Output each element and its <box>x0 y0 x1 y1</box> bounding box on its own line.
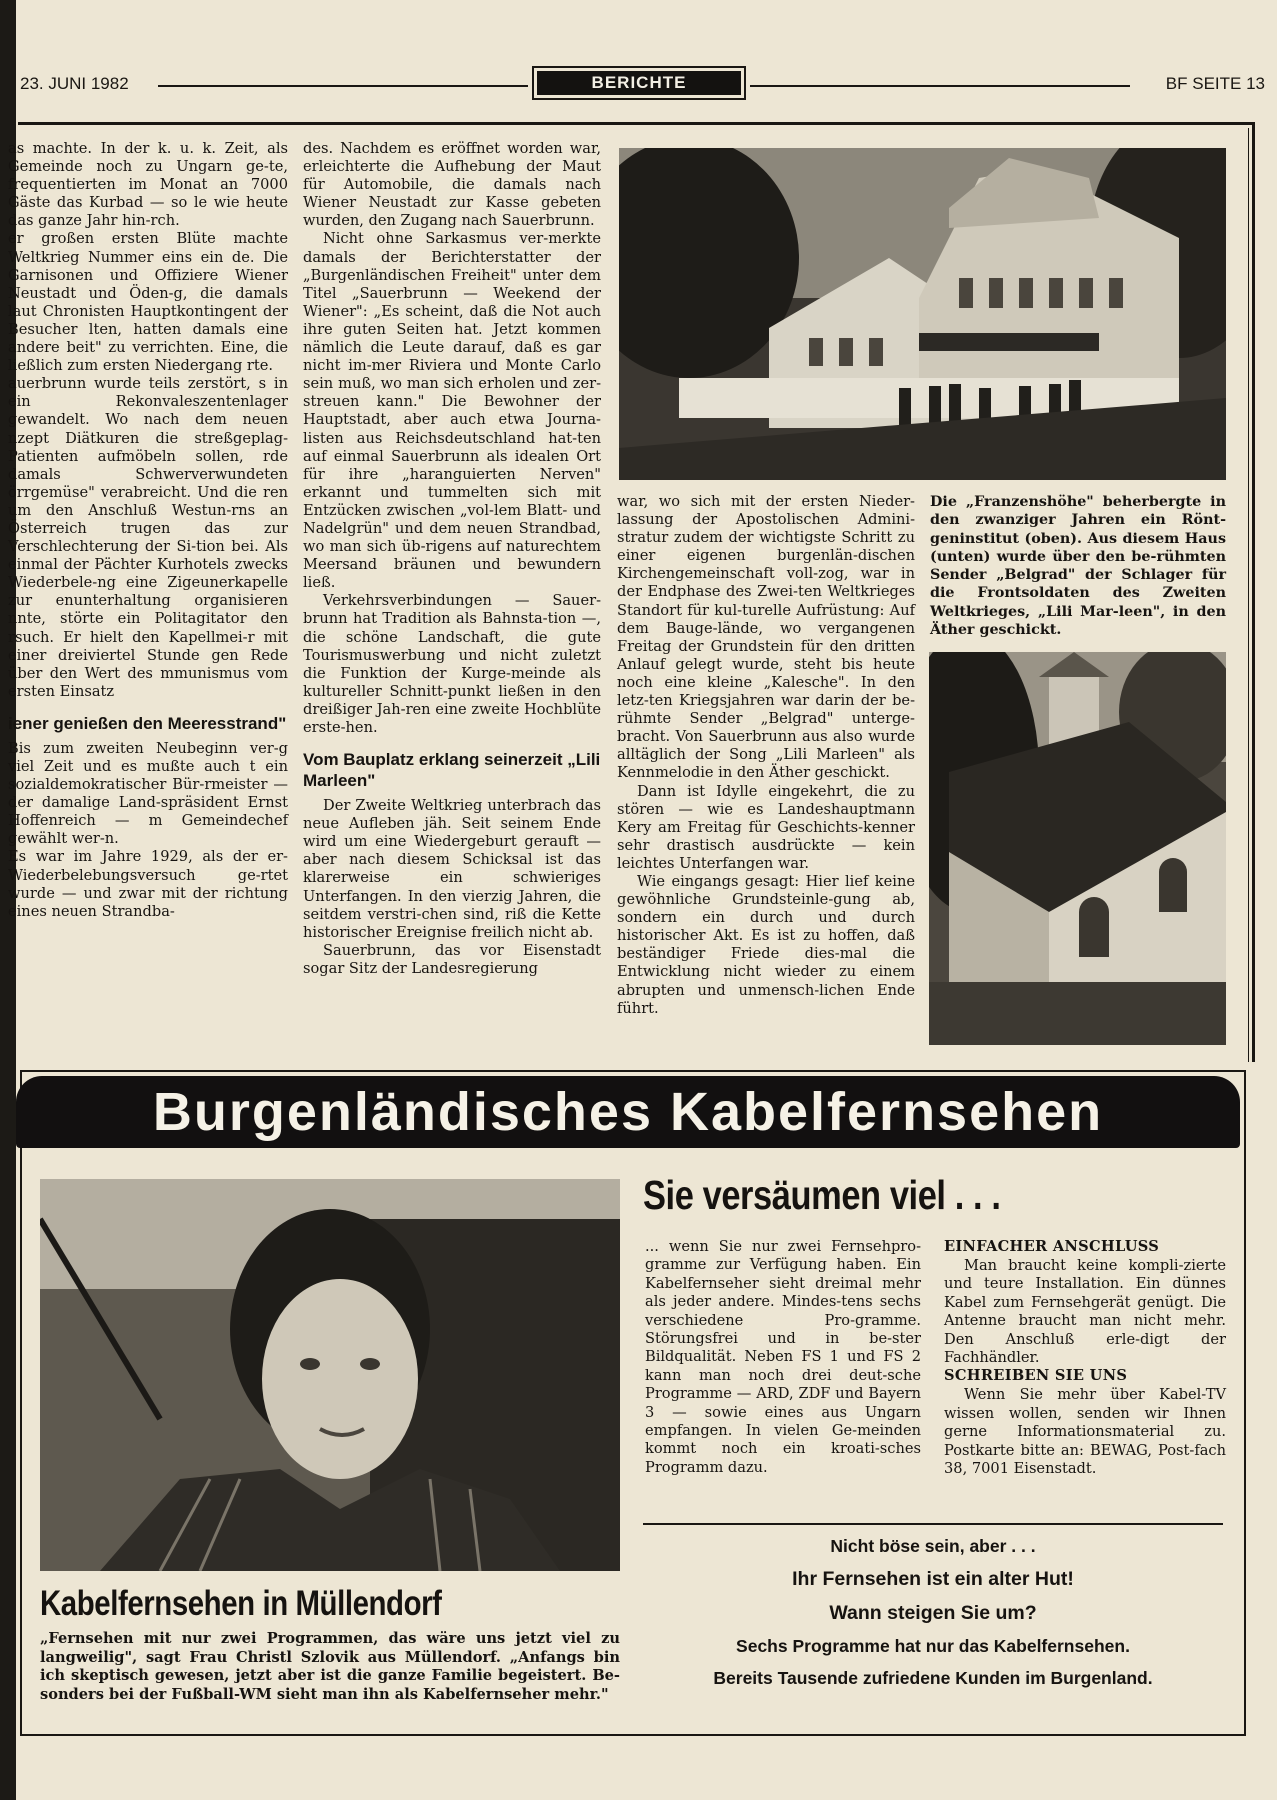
paragraph: Wie eingangs gesagt: Hier lief keine gewöhnliche Grundsteinle-gung ab, sondern ein durch und durch historischer Akt. Es ist zu hoffen, daß beständiger Friede dies-mal die Entwicklung nicht wieder zu einem abrupten und unmensch-lichen Ende führt. <box>617 872 915 1017</box>
article-column-2 <box>303 140 601 978</box>
photo-woman-portrait <box>40 1179 620 1571</box>
photo-franzenshoehe <box>619 148 1226 480</box>
slogan: Sechs Programme hat nur das Kabelfernsehen. <box>736 1636 1130 1656</box>
slogan: Bereits Tausende zufriedene Kunden im Burgenland. <box>713 1668 1153 1688</box>
photo-sender-house <box>929 652 1226 1045</box>
paragraph: Nicht ohne Sarkasmus ver-merkte damals der Berichterstatter der „Burgenländischen Freiheit" unter dem Titel „Sauerbrunn — Weekend der Wiener": „Es scheint, daß die Not auch ihre guten Seiten hat. Jetzt kommen nämlich die Leute darauf, daß es gar nicht im-mer Riviera und Monte Carlo sein muß, wo man sich erholen und zer-streuen kann." Die Bewohner der Hauptstadt, aber auch etwa Journa-listen aus Reichsdeutschland hat-ten auf einmal Sauerbrunn als idealen Ort für ihre „haranguierten Nerven" erkannt und tummelten sich mit Entzücken zwischen „vol-lem Blatt- und Nadelgrün" und dem neuen Strandbad, wo man sich üb-rigens auf naturechtem Meersand bräunen und bewundern ließ. <box>303 230 601 592</box>
page-number: BF SEITE 13 <box>1165 74 1265 93</box>
paragraph: Der Zweite Weltkrieg unterbrach das neue Aufleben jäh. Seit seinem Ende wird um eine Wiedergeburt gerauft — aber nach diesem Schicksal ist das klarerweise ein schwieriges Unterfangen. In den vierzig Jahren, die seitdem verstri-chen sind, riß die Kette historischer Ereignise freilich nicht ab. <box>303 797 601 941</box>
subheading: EINFACHER ANSCHLUSS <box>944 1238 1160 1255</box>
article-frame-top <box>18 122 1255 125</box>
paragraph: Verkehrsverbindungen — Sauer-brunn hat Tradition als Bahnsta-tion —, die schöne Landschaft, die gute Tourismuswerbung und nicht zuletzt die Funktion der Kurge-meinde als kultureller Schnitt-punkt ließen in den dreißiger Jah-ren eine zweite Hochblüte erste-hen. <box>303 592 601 736</box>
paragraph: ... wenn Sie nur zwei Fernsehpro-gramme zur Verfügung haben. Ein Kabelfernseher sieht dreimal mehr als jeder andere. Mindes-tens sechs verschiedene Pro-gramme. Störungsfrei und in be-ster Bildqualität. Neben FS 1 und FS 2 kann man noch drei deut-sche Programme — ARD, ZDF und Bayern 3 — sowie eines aus Ungarn empfangen. In vielen Ge-meinden kommt noch ein kroati-sches Programm dazu. <box>645 1238 921 1476</box>
slogan: Ihr Fernsehen ist ein alter Hut! <box>792 1568 1074 1590</box>
ad-headline: Sie versäumen viel . . . <box>643 1172 1001 1218</box>
paragraph: Dann ist Idylle eingekehrt, die zu stören — wie es Landeshauptmann Kery am Freitag für Geschichts-kenner sehr drastisch ausdrückte — kein leichtes Unterfangen war. <box>617 782 915 872</box>
ad-slogans <box>643 1536 1223 1700</box>
paragraph: as machte. In der k. u. k. Zeit, als Gemeinde noch zu Ungarn ge-te, frequentierten im Monat an 7000 Gäste das Kurbad — so le wie heute das ganze Jahr hin-rch. <box>8 140 288 230</box>
section-badge <box>532 66 746 100</box>
issue-date: 23. JUNI 1982 <box>20 74 129 93</box>
testimonial-quote: „Fernsehen mit nur zwei Programmen, das wäre uns jetzt viel zu langweilig", sagt Frau Christl Szlovik aus Müllendorf. „Anfangs bin ich skeptisch gewesen, jetzt aber ist die ganze Familie begeistert. Be-sonders bei der Fußball-WM sieht man ihn als Kabelfernseher mehr." <box>40 1630 620 1703</box>
paragraph: war, wo sich mit der ersten Nieder-lassung der Apostolischen Admini-stratur zudem der wichtigste Schritt zu einer eigenen burgenlän-dischen Kirchengemeinschaft voll-zog, war in der Endphase des Zwei-ten Weltkrieges Standort für kul-turelle Aufrüstung: Auf dem Bauge-lände, wo vergangenen Freitag der Grundstein für den dritten Anlauf gelegt wurde, steht bis heute noch eine kleine „Kalesche". In den letz-ten Kriegsjahren war darin der be-rühmte Sender „Belgrad" unterge-bracht. Von Sauerbrunn aus also wurde alltäglich der Song „Lili Marleen" als Kennmelodie in den Äther geschickt. <box>617 493 915 782</box>
subheading: Vom Bauplatz erklang seinerzeit „Lili Marleen" <box>303 750 601 791</box>
header-rule-left <box>158 85 528 87</box>
ad-text-column-2 <box>944 1238 1226 1478</box>
section-label: BERICHTE <box>537 71 741 95</box>
paragraph: Bis zum zweiten Neubeginn ver-g viel Zeit und es mußte auch t ein sozialdemokratischer Bür-rmeister — der damalige Land-spräsident Ernst Hoffenreich — m Gemeindechef gewählt wer-n. <box>8 739 288 848</box>
paragraph: Wenn Sie mehr über Kabel-TV wissen wollen, senden wir Ihnen gerne Informationsmaterial zu. Postkarte bitte an: BEWAG, Post-fach 38, 7001 Eisenstadt. <box>944 1386 1226 1478</box>
paragraph: Man braucht keine kompli-zierte und teure Installation. Ein dünnes Kabel zum Fernsehgerät genügt. Die Antenne braucht man nicht mehr. Den Anschluß erle-digt der Fachhändler. <box>944 1257 1226 1367</box>
paragraph: er großen ersten Blüte machte Weltkrieg Nummer eins ein de. Die Garnisonen und Offiziere Wiener Neustadt und Öden-g, die damals laut Chronisten Hauptkontingent der Besucher lten, hatten damals eine andere beit" zu verrichten. Eine, die ließlich zum ersten Niedergang rte. <box>8 230 288 375</box>
subheading: iener genießen den Meeresstrand" <box>8 713 287 733</box>
testimonial-headline: Kabelfernsehen in Müllendorf <box>40 1584 442 1623</box>
slogan: Wann steigen Sie um? <box>829 1602 1037 1624</box>
subheading: SCHREIBEN SIE UNS <box>944 1367 1128 1385</box>
ad-text-column-1 <box>645 1238 921 1477</box>
ad-banner-title: Burgenländisches Kabelfernsehen <box>152 1082 1104 1142</box>
slogan: Nicht böse sein, aber . . . <box>830 1536 1036 1556</box>
photo-caption: Die „Franzenshöhe" beherbergte in den zwanziger Jahren ein Rönt-geninstitut (oben). Aus diesem Haus (unten) wurde über den be-rühmten Sender „Belgrad" der Schlager für die Frontsoldaten des Zweiten Weltkrieges, „Lili Mar-leen", in den Äther geschickt. <box>930 494 1226 639</box>
ad-divider <box>643 1523 1223 1525</box>
paragraph: Sauerbrunn, das vor Eisenstadt sogar Sitz der Landesregierung <box>303 941 601 977</box>
article-column-3 <box>617 493 915 1018</box>
paragraph: Es war im Jahre 1929, als der er-Wiederbelebungsversuch ge-rtet wurde — und zwar mit der richtung eines neuen Strandba- <box>8 848 288 920</box>
header-rule-right <box>750 85 1130 87</box>
paragraph: auerbrunn wurde teils zerstört, s in ein Rekonvaleszentenlager gewandelt. Wo nach dem neuen nzept Diätkuren die streßgeplag-Patienten aufmöbeln sollen, rde damals Schwerverwundeten örrgemüse" verabreicht. Und die ren um den Anschluß Westun-rns an Österreich trugen das zur Verschlechterung der Si-tion bei. Als einmal der Pächter Kurhotels zwecks Wiederbele-ng eine Zigeunerkapelle zur enunterhaltung organisieren nnte, störte ein Politagitator den rsuch. Er hielt den Kapellmei-r mit einer dreiviertel Stunde gen Rede über den Wert des mmunismus vom ersten Einsatz <box>8 375 288 700</box>
paragraph: des. Nachdem es eröffnet worden war, erleichterte die Aufhebung der Maut für Automobile, die damals nach Wiener Neustadt zur Kasse gebeten wurden, den Zugang nach Sauerbrunn. <box>303 140 601 230</box>
article-frame-right-inner <box>1248 128 1249 1062</box>
article-column-1 <box>8 140 288 921</box>
article-frame-right <box>1252 122 1255 1062</box>
